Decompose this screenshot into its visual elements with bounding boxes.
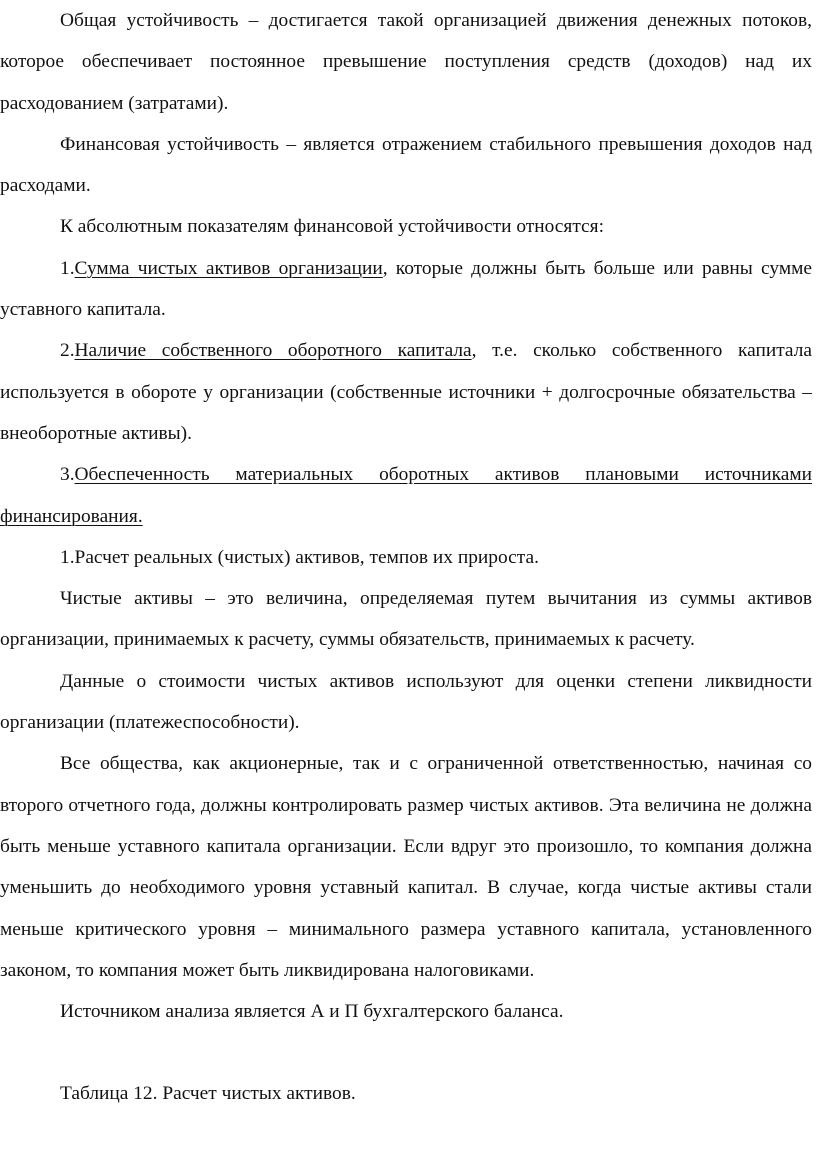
underlined-term: Наличие собственного оборотного капитала xyxy=(74,340,472,362)
list-item-material-assets xyxy=(0,454,812,537)
list-item-net-assets xyxy=(0,248,812,331)
table-caption: Таблица 12. Расчет чистых активов. xyxy=(60,1083,356,1105)
underlined-term: Обеспеченность материальных оборотных активов плановыми источниками финансирования. xyxy=(0,464,812,527)
paragraph-net-assets-definition: Чистые активы – это величина, определяемая путем вычитания из суммы активов организации, принимаемых к расчету, суммы обязательств, принимаемых к расчету. xyxy=(0,588,812,651)
paragraph-companies-control: Все общества, как акционерные, так и с ограниченной ответственностью, начиная со второго отчетного года, должны контролировать размер чистых активов. Эта величина не должна быть меньше уставного капитала организации. Если вдруг это произошло, то компания должна уменьшить до необходимого уровня уставный капитал. В случае, когда чистые активы стали меньше критического уровня – минимального размера уставного капитала, установленного законом, то компания может быть ликвидирована налоговиками. xyxy=(0,753,812,981)
underlined-term: Сумма чистых активов организации xyxy=(74,257,383,279)
list-item-number: 1. xyxy=(60,257,75,279)
paragraph-analysis-source: Источником анализа является А и П бухгалтерского баланса. xyxy=(60,1001,564,1023)
list-item-number: 3. xyxy=(60,464,75,486)
paragraph-absolute-indicators-intro: К абсолютным показателям финансовой устойчивости относятся: xyxy=(60,216,604,238)
paragraph-financial-stability: Финансовая устойчивость – является отражением стабильного превышения доходов над расходами. xyxy=(0,133,812,197)
paragraph-general-stability: Общая устойчивость – достигается такой организацией движения денежных потоков, которое обеспечивает постоянное превышение поступления средств (доходов) над их расходованием (затратами). xyxy=(0,10,812,114)
list-item-text: , которые должны быть больше или равны сумме уставного капитала. xyxy=(0,257,812,321)
list-item-number: 2. xyxy=(60,340,75,362)
paragraph-net-assets-usage: Данные о стоимости чистых активов используют для оценки степени ликвидности организации (платежеспособности). xyxy=(0,670,812,734)
list-item-working-capital xyxy=(0,330,812,454)
blank-line xyxy=(0,1032,812,1073)
list-item-text: , т.е. сколько собственного капитала используется в обороте у организации (собственные источники + долгосрочные обязательства – внеоборотные активы). xyxy=(0,340,812,444)
paragraph-net-assets-calc-heading: 1.Расчет реальных (чистых) активов, темпов их прироста. xyxy=(60,546,539,568)
